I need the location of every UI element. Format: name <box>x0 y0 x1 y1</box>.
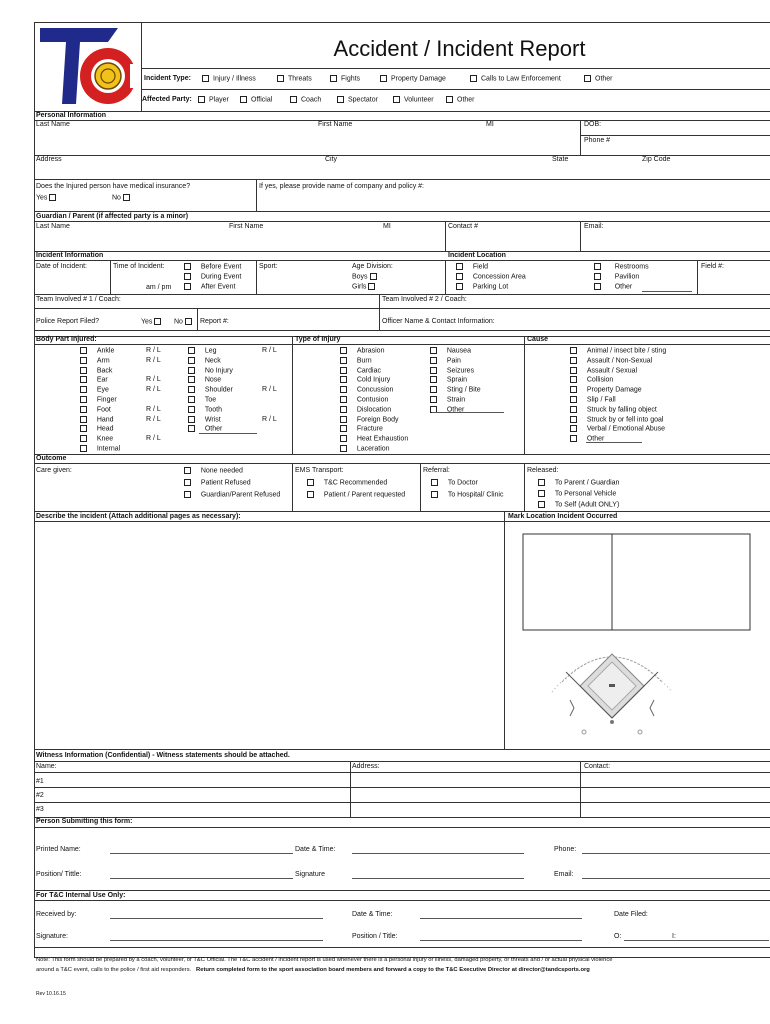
injury-sting-bite[interactable] <box>430 386 481 394</box>
police-report-question: Police Report Filed? <box>36 318 100 325</box>
guardian-mi[interactable]: MI <box>383 223 391 230</box>
side-indicator: R / L <box>262 386 277 394</box>
option-label: Struck by or fell into goal <box>586 415 664 423</box>
option-label: Seizures <box>446 366 475 374</box>
injury-burn[interactable] <box>340 357 372 365</box>
injury-sprain[interactable] <box>430 376 467 384</box>
cause-header: Cause <box>527 336 549 343</box>
checkbox[interactable] <box>340 367 347 374</box>
guardian-first-name[interactable]: First Name <box>229 223 264 230</box>
personal-phone[interactable]: Phone # <box>584 137 611 144</box>
internal-i-label: I: <box>672 933 676 940</box>
incident-type-property[interactable]: Property Damage <box>380 75 446 83</box>
option-label: Assault / Non-Sexual <box>586 357 653 365</box>
checkbox[interactable] <box>340 347 347 354</box>
location-restrooms[interactable]: Restrooms <box>594 263 649 271</box>
ems-recommended[interactable]: T&C Recommended <box>307 479 387 487</box>
injury-nausea[interactable] <box>430 347 471 355</box>
guardian-last-name[interactable]: Last Name <box>36 223 70 230</box>
side-indicator: R / L <box>262 415 277 423</box>
option-label: Other <box>586 435 605 443</box>
checkbox[interactable] <box>340 425 347 432</box>
option-label: Verbal / Emotional Abuse <box>586 425 666 433</box>
side-indicator: R / L <box>146 415 161 423</box>
incident-type-law[interactable]: Calls to Law Enforcement <box>470 75 561 83</box>
body-part-eye[interactable] <box>80 386 109 394</box>
internal-o-label: O: <box>614 933 622 940</box>
checkbox[interactable] <box>340 376 347 383</box>
side-indicator: R / L <box>146 405 161 413</box>
referral-label: Referral: <box>423 467 450 474</box>
injury-heat-exhaustion[interactable] <box>340 435 408 443</box>
option-label: Other <box>446 406 465 414</box>
care-patient-refused[interactable]: Patient Refused <box>184 479 251 487</box>
personal-first-name[interactable]: First Name <box>318 121 353 128</box>
checkbox[interactable] <box>80 376 87 383</box>
checkbox[interactable] <box>570 416 577 423</box>
affected-party-label: Affected Party: <box>142 96 192 103</box>
body-part-no-injury[interactable] <box>188 367 233 375</box>
cause-verbal-emotional-abuse[interactable] <box>570 425 665 433</box>
insurance-question: Does the Injured person have medical insurance? <box>36 183 191 190</box>
personal-address[interactable]: Address <box>36 156 62 163</box>
injury-strain[interactable] <box>430 396 465 404</box>
body-part-hand[interactable] <box>80 416 114 424</box>
option-label: Tooth <box>204 406 222 414</box>
describe-incident-label: Describe the incident (Attach additional pages as necessary): <box>36 513 241 520</box>
option-label: Property Damage <box>586 386 642 394</box>
side-indicator: R / L <box>146 386 161 394</box>
checkbox[interactable] <box>80 347 87 354</box>
timing-before[interactable]: Before Event <box>184 263 241 271</box>
checkbox[interactable] <box>188 386 195 393</box>
checkbox[interactable] <box>570 425 577 432</box>
checkbox[interactable] <box>80 406 87 413</box>
side-indicator: R / L <box>146 356 161 364</box>
submitter-email-label: Email: <box>554 871 574 878</box>
ems-label: EMS Transport: <box>295 467 344 474</box>
cause-assault-sexual[interactable] <box>570 367 637 375</box>
body-part-back[interactable] <box>80 367 112 375</box>
personal-zip[interactable]: Zip Code <box>642 156 671 163</box>
option-label: Eye <box>96 386 109 394</box>
option-label: Sprain <box>446 376 468 384</box>
mark-location-label: Mark Location Incident Occurred <box>508 513 618 520</box>
guardian-header: Guardian / Parent (if affected party is a minor) <box>36 213 189 220</box>
date-filed-label: Date Filed: <box>614 911 648 918</box>
care-guardian-refused[interactable]: Guardian/Parent Refused <box>184 491 280 499</box>
witness-name-label: Name: <box>36 763 57 770</box>
incident-ampm[interactable]: am / pm <box>146 284 172 291</box>
witness-row-2[interactable]: #2 <box>36 792 44 799</box>
checkbox[interactable] <box>570 347 577 354</box>
checkbox[interactable] <box>188 425 195 432</box>
body-part-head[interactable] <box>80 425 114 433</box>
option-label: Cardiac <box>356 366 381 374</box>
injury-cardiac[interactable] <box>340 367 381 375</box>
team1-coach[interactable]: Team Involved # 1 / Coach: <box>36 296 121 303</box>
side-indicator: R / L <box>262 347 277 354</box>
checkbox[interactable] <box>430 347 437 354</box>
option-label: Cold Injury <box>356 376 391 384</box>
timing-after[interactable]: After Event <box>184 283 235 291</box>
witness-row-1[interactable]: #1 <box>36 778 44 785</box>
incident-age-division[interactable]: Age Division: <box>352 263 393 270</box>
printed-name-label: Printed Name: <box>36 846 81 853</box>
injury-foreign-body[interactable] <box>340 416 398 424</box>
option-label: Dislocation <box>356 406 392 414</box>
option-label: Internal <box>96 445 121 453</box>
option-label: Back <box>96 366 113 374</box>
injury-contusion[interactable] <box>340 396 388 404</box>
option-label: Slip / Fall <box>586 396 616 404</box>
option-label: Finger <box>96 396 117 404</box>
page-title: Accident / Incident Report <box>333 36 586 61</box>
internal-signature-label: Signature: <box>36 933 68 940</box>
checkbox[interactable] <box>80 367 87 374</box>
tc-logo <box>36 24 140 109</box>
checkbox[interactable] <box>188 406 195 413</box>
checkbox[interactable] <box>430 357 437 364</box>
body-part-leg[interactable] <box>188 347 217 355</box>
guardian-contact[interactable]: Contact # <box>448 223 478 230</box>
insurance-detail[interactable]: If yes, please provide name of company and policy #: <box>259 183 424 190</box>
body-part-toe[interactable] <box>188 396 216 404</box>
body-part-header: Body Part Injured: <box>36 336 97 343</box>
option-label: Collision <box>586 376 614 384</box>
witness-address-label: Address: <box>352 763 380 770</box>
body-part-neck[interactable] <box>188 357 221 365</box>
checkbox[interactable] <box>340 357 347 364</box>
note-line-2: around a T&C event, calls to the police / first aid responders. Return completed form to the sport association board members and forward a copy to the T&C Executive Director at director@tandcsports.org <box>36 967 590 973</box>
insurance-yes[interactable]: Yes <box>36 194 60 202</box>
incident-header: Incident Information <box>36 252 104 259</box>
care-none[interactable]: None needed <box>184 467 243 475</box>
note-line-1: Note: This form should be prepared by a coach, volunteer, or T&C Official. The T&C accident / incident report is used whenever there is a personal injury or illness, damaged property, or threats and / or actual physical violence <box>36 957 613 963</box>
incident-type-label: Incident Type: <box>144 75 191 82</box>
option-label: Shoulder <box>204 386 233 394</box>
checkbox[interactable] <box>188 357 195 364</box>
checkbox[interactable] <box>188 396 195 403</box>
incident-type-injury[interactable]: Injury / Illness <box>202 75 256 83</box>
personal-mi[interactable]: MI <box>486 121 494 128</box>
option-label: Head <box>96 425 114 433</box>
party-other[interactable]: Other <box>446 96 475 104</box>
internal-datetime-label: Date & Time: <box>352 911 393 918</box>
side-indicator: R / L <box>146 347 161 354</box>
body-part-wrist[interactable] <box>188 416 221 424</box>
field-diagram[interactable] <box>522 532 762 742</box>
option-label: Sting / Bite <box>446 386 481 394</box>
option-label: Wrist <box>204 415 221 423</box>
option-label: Pain <box>446 357 461 365</box>
location-field-number[interactable]: Field #: <box>701 263 724 270</box>
police-yes[interactable]: Yes <box>141 318 165 326</box>
cause-property-damage[interactable] <box>570 386 642 394</box>
personal-state[interactable]: State <box>552 156 569 163</box>
injury-concussion[interactable] <box>340 386 393 394</box>
location-field[interactable]: Field <box>456 263 488 271</box>
option-label: No Injury <box>204 366 233 374</box>
released-self[interactable]: To Self (Adult ONLY) <box>538 501 619 509</box>
outcome-header: Outcome <box>36 455 67 462</box>
checkbox[interactable] <box>80 425 87 432</box>
checkbox[interactable] <box>340 406 347 413</box>
injury-abrasion[interactable] <box>340 347 384 355</box>
option-label: Foot <box>96 406 111 414</box>
checkbox[interactable] <box>188 376 195 383</box>
injury-laceration[interactable] <box>340 445 390 453</box>
cause-assault-non-sexual[interactable] <box>570 357 652 365</box>
police-report-number[interactable]: Report #: <box>200 318 229 325</box>
position-title-label: Position/ Tittle: <box>36 871 82 878</box>
option-label: Concussion <box>356 386 394 394</box>
cause-animal-insect-bite-sting[interactable] <box>570 347 666 355</box>
checkbox[interactable] <box>570 376 577 383</box>
witness-header: Witness Information (Confidential) - Witness statements should be attached. <box>36 752 290 759</box>
cause-struck-by-falling-object[interactable] <box>570 406 657 414</box>
released-vehicle[interactable]: To Personal Vehicle <box>538 490 616 498</box>
option-label: Fracture <box>356 425 383 433</box>
checkbox[interactable] <box>430 396 437 403</box>
incident-date[interactable]: Date of Incident: <box>36 263 87 270</box>
submitter-datetime-label: Date & Time: <box>295 846 336 853</box>
incident-type-fights[interactable]: Fights <box>330 75 360 83</box>
checkbox[interactable] <box>188 367 195 374</box>
party-spectator[interactable]: Spectator <box>337 96 378 104</box>
location-pavilion[interactable]: Pavilion <box>594 273 639 281</box>
option-label: Burn <box>356 357 372 365</box>
injury-seizures[interactable] <box>430 367 474 375</box>
revision-label: Rev 10.16.15 <box>36 991 66 997</box>
option-label: Nausea <box>446 347 471 355</box>
location-concession[interactable]: Concession Area <box>456 273 526 281</box>
checkbox[interactable] <box>570 386 577 393</box>
side-indicator: R / L <box>146 376 161 384</box>
party-volunteer[interactable]: Volunteer <box>393 96 434 104</box>
incident-type-threats[interactable]: Threats <box>277 75 312 83</box>
location-other[interactable]: Other <box>594 283 632 291</box>
submitter-phone-label: Phone: <box>554 846 577 853</box>
body-part-nose[interactable] <box>188 376 221 384</box>
body-part-ear[interactable] <box>80 376 108 384</box>
body-part-ankle[interactable] <box>80 347 114 355</box>
checkbox[interactable] <box>570 357 577 364</box>
checkbox[interactable] <box>340 386 347 393</box>
incident-sport[interactable]: Sport: <box>259 263 278 270</box>
checkbox[interactable] <box>80 357 87 364</box>
checkbox[interactable] <box>570 435 577 442</box>
checkbox[interactable] <box>80 416 87 423</box>
care-given-label: Care given: <box>36 467 72 474</box>
option-label: Animal / insect bite / sting <box>586 347 667 355</box>
checkbox[interactable] <box>340 445 347 452</box>
team2-coach[interactable]: Team Involved # 2 / Coach: <box>382 296 467 303</box>
received-by-label: Received by: <box>36 911 77 918</box>
option-label: Neck <box>204 357 221 365</box>
party-official[interactable]: Official <box>240 96 272 104</box>
police-no[interactable]: No <box>174 318 196 326</box>
submitter-signature-label: Signature <box>295 871 325 878</box>
option-label: Contusion <box>356 396 389 404</box>
referral-doctor[interactable]: To Doctor <box>431 479 478 487</box>
checkbox[interactable] <box>430 376 437 383</box>
option-label: Ear <box>96 376 108 384</box>
injury-pain[interactable] <box>430 357 461 365</box>
officer-contact[interactable]: Officer Name & Contact Information: <box>382 318 495 325</box>
cause-struck-by-or-fell-into-goal[interactable] <box>570 416 664 424</box>
witness-row-3[interactable]: #3 <box>36 806 44 813</box>
option-label: Ankle <box>96 347 115 355</box>
checkbox[interactable] <box>80 386 87 393</box>
option-label: Nose <box>204 376 222 384</box>
injury-dislocation[interactable] <box>340 406 391 414</box>
personal-header: Personal Information <box>36 112 107 119</box>
option-label: Other <box>204 425 223 433</box>
option-label: Hand <box>96 415 114 423</box>
party-player[interactable]: Player <box>198 96 229 104</box>
body-part-internal[interactable] <box>80 445 120 453</box>
released-label: Released: <box>527 467 559 474</box>
option-label: Strain <box>446 396 466 404</box>
cause-collision[interactable] <box>570 376 613 384</box>
describe-incident-area[interactable] <box>35 522 503 748</box>
option-label: Struck by falling object <box>586 406 657 414</box>
location-header: Incident Location <box>448 252 506 259</box>
submitter-header: Person Submitting this form: <box>36 818 133 825</box>
checkbox[interactable] <box>340 435 347 442</box>
personal-last-name[interactable]: Last Name <box>36 121 70 128</box>
checkbox[interactable] <box>570 396 577 403</box>
checkbox[interactable] <box>80 396 87 403</box>
body-part-arm[interactable] <box>80 357 110 365</box>
option-label: Toe <box>204 396 217 404</box>
side-indicator: R / L <box>146 435 161 443</box>
checkbox[interactable] <box>340 416 347 423</box>
personal-dob[interactable]: DOB: <box>584 121 602 128</box>
incident-type-other[interactable]: Other <box>584 75 613 83</box>
checkbox[interactable] <box>80 445 87 452</box>
option-label: Heat Exhaustion <box>356 435 409 443</box>
injury-type-header: Type of Injury <box>295 336 341 343</box>
released-parent[interactable]: To Parent / Guardian <box>538 479 619 487</box>
checkbox[interactable] <box>430 386 437 393</box>
referral-hospital[interactable]: To Hospital/ Clinic <box>431 491 503 499</box>
checkbox[interactable] <box>188 347 195 354</box>
option-label: Abrasion <box>356 347 385 355</box>
option-label: Foreign Body <box>356 415 399 423</box>
insurance-no[interactable]: No <box>112 194 134 202</box>
checkbox[interactable] <box>340 396 347 403</box>
internal-position-label: Position / Title: <box>352 933 398 940</box>
checkbox[interactable] <box>570 367 577 374</box>
option-label: Knee <box>96 435 114 443</box>
checkbox[interactable] <box>430 367 437 374</box>
option-label: Arm <box>96 357 110 365</box>
location-parking[interactable]: Parking Lot <box>456 283 508 291</box>
incident-report-form <box>34 22 770 997</box>
cause-slip-fall[interactable] <box>570 396 616 404</box>
witness-contact-label: Contact: <box>584 763 611 770</box>
ems-requested[interactable]: Patient / Parent requested <box>307 491 405 499</box>
option-label: Assault / Sexual <box>586 366 638 374</box>
division-boys[interactable]: Boys <box>352 273 381 281</box>
guardian-email[interactable]: Email: <box>584 223 604 230</box>
checkbox[interactable] <box>188 416 195 423</box>
internal-header: For T&C Internal Use Only: <box>36 892 126 899</box>
injury-cold-injury[interactable] <box>340 376 390 384</box>
body-part-tooth[interactable] <box>188 406 222 414</box>
checkbox[interactable] <box>80 435 87 442</box>
personal-city[interactable]: City <box>325 156 338 163</box>
body-part-foot[interactable] <box>80 406 111 414</box>
option-label: Leg <box>204 347 217 355</box>
body-part-knee[interactable] <box>80 435 113 443</box>
checkbox[interactable] <box>570 406 577 413</box>
timing-during[interactable]: During Event <box>184 273 241 281</box>
division-girls[interactable]: Girls <box>352 283 379 291</box>
option-label: Laceration <box>356 445 390 453</box>
body-part-finger[interactable] <box>80 396 117 404</box>
incident-time[interactable]: Time of Incident: <box>113 263 165 270</box>
injury-fracture[interactable] <box>340 425 383 433</box>
party-coach[interactable]: Coach <box>290 96 321 104</box>
body-part-shoulder[interactable] <box>188 386 233 394</box>
